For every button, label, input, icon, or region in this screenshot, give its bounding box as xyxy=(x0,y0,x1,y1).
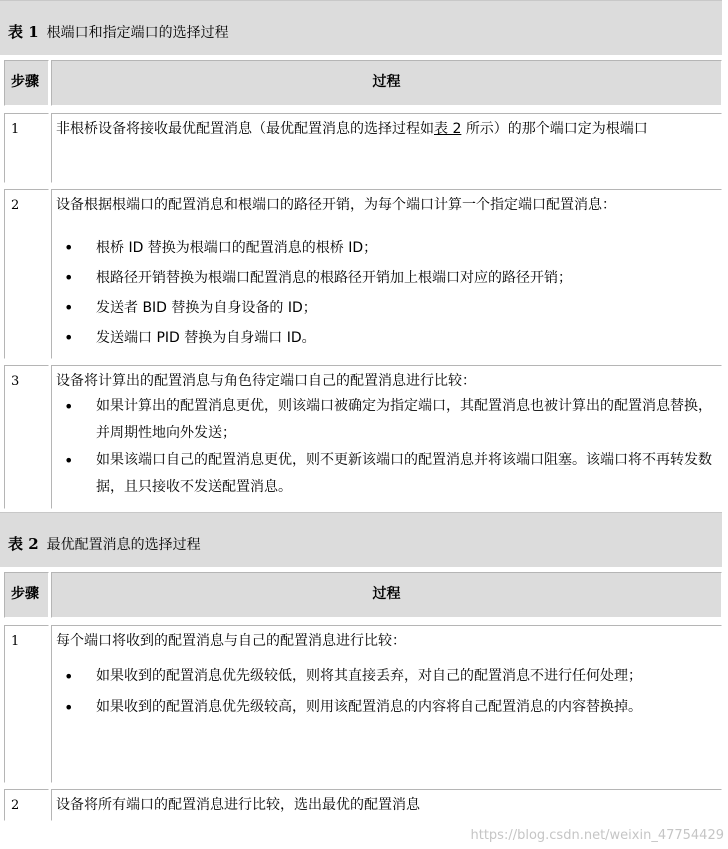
list-item: • 如果收到的配置消息优先级较低，则将其直接丢弃，对自己的配置消息不进行任何处理； xyxy=(56,663,715,690)
process-cell xyxy=(51,365,722,509)
step-number: 2 xyxy=(4,789,49,821)
process-intro: 设备根据根端口的配置消息和根端口的路径开销，为每个端口计算一个指定端口配置消息： xyxy=(56,197,616,213)
process-text xyxy=(56,118,715,141)
process-cell xyxy=(51,789,722,821)
table1-caption-title: 根端口和指定端口的选择过程 xyxy=(46,25,229,41)
table2-caption-number: 表 2 xyxy=(8,535,39,553)
table-row xyxy=(0,622,722,786)
list-item: • 根桥 ID 替换为根端口的配置消息的根桥 ID； xyxy=(56,233,715,263)
step-number: 3 xyxy=(4,365,49,509)
bullet-list xyxy=(56,393,715,501)
list-item: • 如果收到的配置消息优先级较高，则用该配置消息的内容将自己配置消息的内容替换掉。 xyxy=(56,694,715,721)
list-item: • 发送者 BID 替换为自身设备的 ID； xyxy=(56,293,715,323)
step-number: 2 xyxy=(4,189,49,359)
list-item: • 如果该端口自己的配置消息更优，则不更新该端口的配置消息并将该端口阻塞。该端口将不再转发数据，且只接收不发送配置消息。 xyxy=(56,447,715,501)
table1-header-step: 步骤 xyxy=(4,60,49,106)
list-item: • 根路径开销替换为根端口配置消息的根路径开销加上根端口对应的路径开销； xyxy=(56,263,715,293)
process-cell xyxy=(51,625,722,783)
list-item: • 如果计算出的配置消息更优，则该端口被确定为指定端口，其配置消息也被计算出的配置消息替换，并周期性地向外发送； xyxy=(56,393,715,447)
process-cell xyxy=(51,189,722,359)
table2-header-process: 过程 xyxy=(51,572,722,618)
table1-caption-number: 表 1 xyxy=(8,23,39,41)
table-row xyxy=(0,786,722,824)
table2-caption-title: 最优配置消息的选择过程 xyxy=(46,537,201,553)
bullet-list xyxy=(56,233,715,353)
process-text-a: 非根桥设备将接收最优配置消息（最优配置消息的选择过程如 xyxy=(56,121,434,137)
table1-caption xyxy=(0,0,722,56)
table-row xyxy=(0,110,722,186)
step-number: 1 xyxy=(4,113,49,183)
bullet-list xyxy=(56,663,715,721)
process-text: 设备将所有端口的配置消息进行比较，选出最优的配置消息 xyxy=(56,797,420,813)
table-row xyxy=(0,362,722,512)
list-item: • 发送端口 PID 替换为自身端口 ID。 xyxy=(56,323,715,353)
process-cell xyxy=(51,113,722,183)
table1-header-process: 过程 xyxy=(51,60,722,106)
table2-header-row xyxy=(0,568,722,622)
table-reference-link[interactable]: 表 2 xyxy=(434,121,462,137)
table2-caption xyxy=(0,512,722,568)
table-row xyxy=(0,186,722,362)
process-intro: 每个端口将收到的配置消息与自己的配置消息进行比较： xyxy=(56,633,406,649)
table2-header-step: 步骤 xyxy=(4,572,49,618)
table1-header-row xyxy=(0,56,722,110)
process-text-b: 所示）的那个端口定为根端口 xyxy=(465,121,648,137)
process-intro: 设备将计算出的配置消息与角色待定端口自己的配置消息进行比较： xyxy=(56,373,476,389)
step-number: 1 xyxy=(4,625,49,783)
watermark: https://blog.csdn.net/weixin_47754429 xyxy=(470,828,724,843)
